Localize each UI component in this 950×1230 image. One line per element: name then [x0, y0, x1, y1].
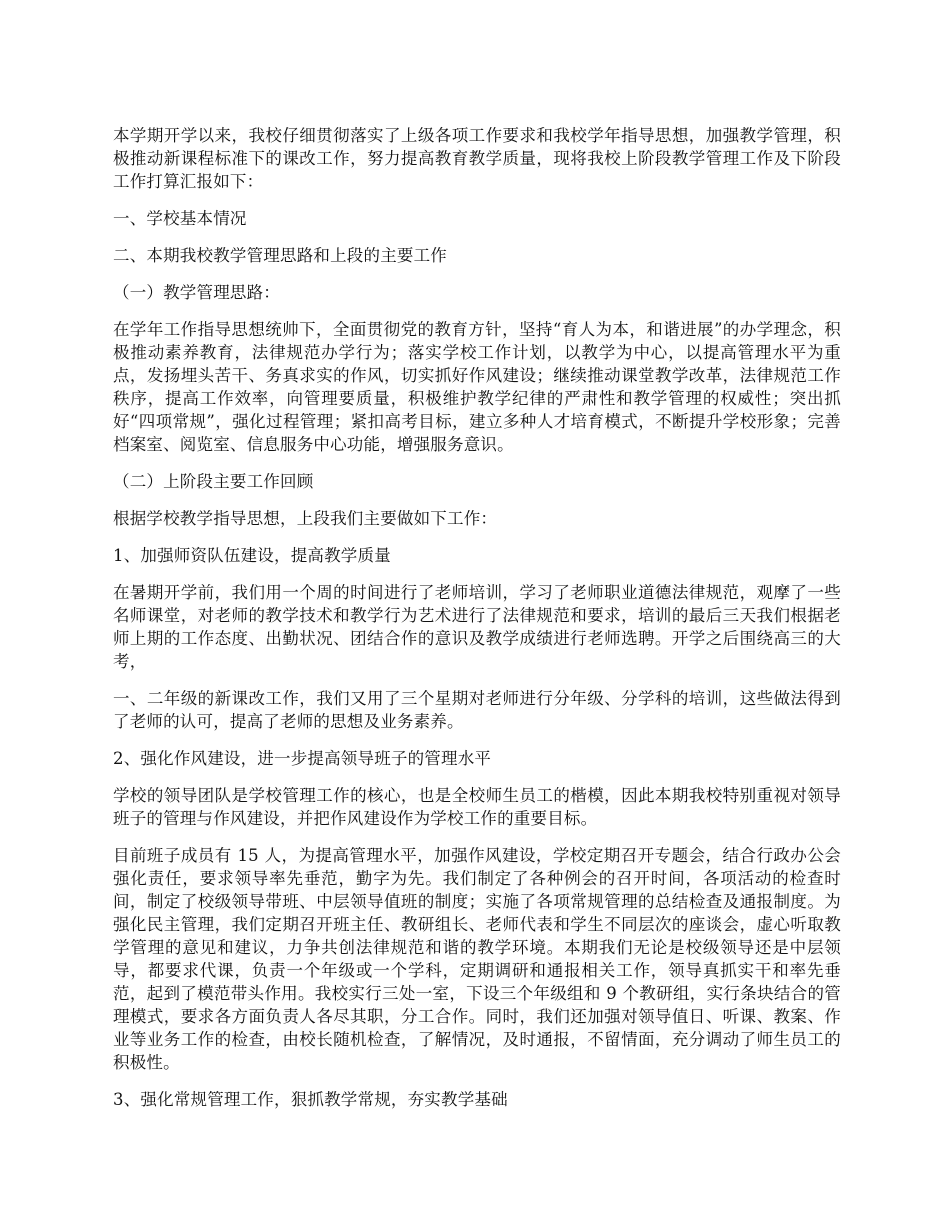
document-body — [113, 124, 841, 1125]
teacher-training-paragraph: 在暑期开学前，我们用一个周的时间进行了老师培训，学习了老师职业道德法律规范，观摩了一些名师课堂，对老师的教学技术和教学行为艺术进行了法律规范和要求，培训的最后三天我们根据老师上期的工作态度、出勤状况、团结合作的意识及教学成绩进行老师选聘。开学之后围绕高三的大考， — [113, 583, 841, 671]
item-heading-work-style: 2、强化作风建设，进一步提高领导班子的管理水平 — [113, 749, 492, 768]
section-heading-management-work: 二、本期我校教学管理思路和上段的主要工作 — [113, 246, 447, 265]
subsection-heading-review: （二）上阶段主要工作回顾 — [113, 472, 314, 491]
leadership-paragraph: 学校的领导团队是学校管理工作的核心，也是全校师生员工的楷模，因此本期我校特别重视对领导班子的管理与作风建设，并把作风建设作为学校工作的重要目标。 — [113, 786, 841, 828]
curriculum-reform-paragraph: 一、二年级的新课改工作，我们又用了三个星期对老师进行分年级、分学科的培训，这些做法得到了老师的认可，提高了老师的思想及业务素养。 — [113, 689, 841, 731]
item-heading-teacher-team: 1、加强师资队伍建设，提高教学质量 — [113, 546, 391, 565]
subsection-heading-management-ideas: （一）教学管理思路： — [113, 283, 280, 302]
item-heading-routine-management: 3、强化常规管理工作，狠抓教学常规，夯实教学基础 — [113, 1090, 508, 1109]
team-management-paragraph: 目前班子成员有 15 人，为提高管理水平，加强作风建设，学校定期召开专题会，结合行政办公会强化责任，要求领导率先垂范，勤字为先。我们制定了各种例会的召开时间，各项活动的检查时间，制定了校级领导带班、中层领导值班的制度；实施了各项常规管理的总结检查及通报制度。为强化民主管理，我们定期召开班主任、教研组长、老师代表和学生不同层次的座谈会，虚心听取教学管理的意见和建议，力争共创法律规范和谐的教学环境。本期我们无论是校级领导还是中层领导，都要求代课，负责一个年级或一个学科，定期调研和通报相关工作，领导真抓实干和率先垂范，起到了模范带头作用。我校实行三处一室，下设三个年级组和 9 个教研组，实行条块结合的管理模式，要求各方面负责人各尽其职，分工合作。同时，我们还加强对领导值日、听课、教案、作业等业务工作的检查，由校长随机检查，了解情况，及时通报，不留情面，充分调动了师生员工的积极性。 — [113, 846, 841, 1072]
review-intro-paragraph: 根据学校教学指导思想，上段我们主要做如下工作： — [113, 509, 498, 528]
section-heading-basic-info: 一、学校基本情况 — [113, 209, 247, 228]
intro-paragraph: 本学期开学以来，我校仔细贯彻落实了上级各项工作要求和我校学年指导思想，加强教学管理，积极推动新课程标准下的课改工作，努力提高教育教学质量，现将我校上阶段教学管理工作及下阶段工作打算汇报如下： — [113, 126, 841, 191]
management-ideas-paragraph: 在学年工作指导思想统帅下，全面贯彻党的教育方针，坚持“育人为本，和谐进展”的办学理念，积极推动素养教育，法律规范办学行为；落实学校工作计划，以教学为中心，以提高管理水平为重点，发扬埋头苦干、务真求实的作风，切实抓好作风建设；继续推动课堂教学改革，法律规范工作秩序，提高工作效率，向管理要质量，积极维护教学纪律的严肃性和教学管理的权威性；突出抓好“四项常规”，强化过程管理；紧扣高考目标，建立多种人才培育模式，不断提升学校形象；完善档案室、阅览室、信息服务中心功能，增强服务意识。 — [113, 320, 841, 454]
